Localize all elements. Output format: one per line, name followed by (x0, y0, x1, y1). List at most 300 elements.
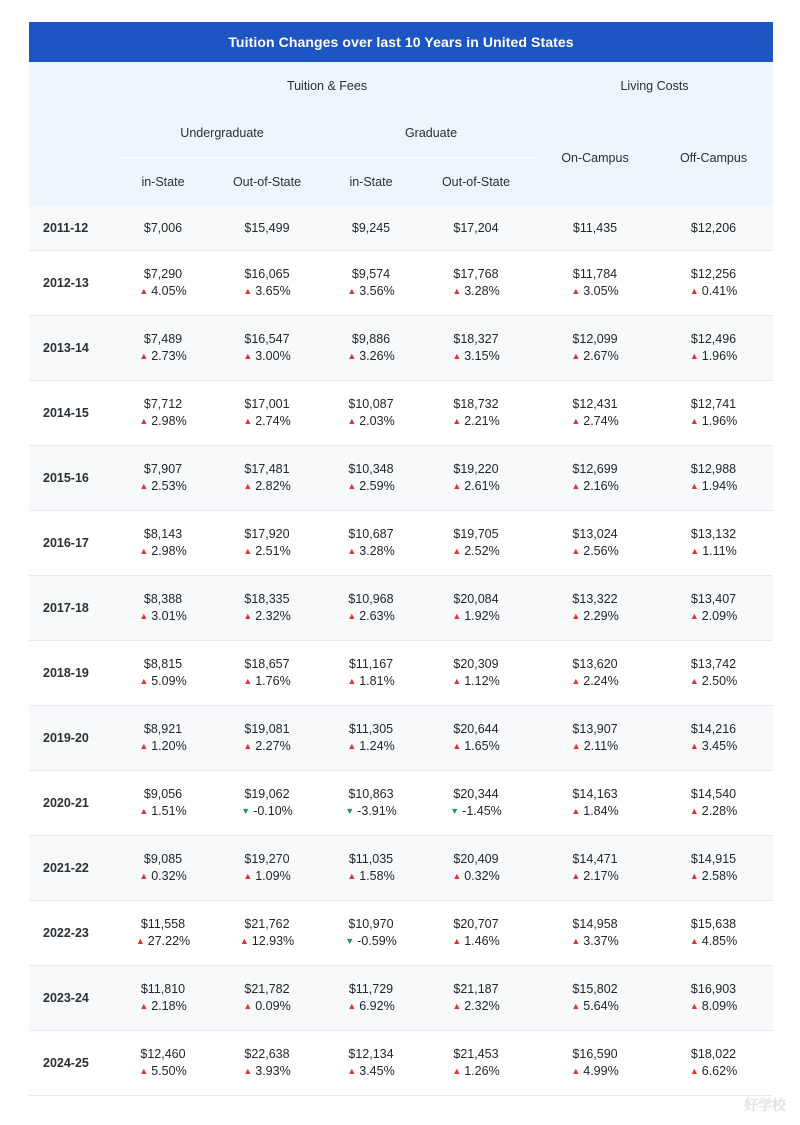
change-percent: 3.93% (255, 1063, 291, 1078)
change-percent: 3.05% (583, 283, 619, 298)
cell-change (208, 608, 326, 626)
table-cell (416, 381, 536, 446)
arrow-up-icon: ▲ (689, 1065, 699, 1076)
cell-value: $14,163 (572, 786, 618, 801)
arrow-up-icon: ▲ (139, 870, 149, 881)
arrow-up-icon: ▲ (139, 610, 149, 621)
arrow-up-icon: ▲ (571, 740, 581, 751)
change-percent: 1.81% (359, 673, 395, 688)
graduate-header: Graduate (326, 109, 536, 158)
row-year: 2021-22 (29, 836, 118, 901)
cell-value: $17,768 (453, 266, 499, 281)
arrow-up-icon: ▲ (139, 740, 149, 751)
table-cell (536, 446, 654, 511)
change-percent: 4.85% (701, 933, 738, 948)
arrow-up-icon: ▲ (139, 480, 149, 491)
cell-change (654, 933, 773, 951)
table-cell (416, 1031, 536, 1096)
change-percent: 6.62% (701, 1063, 738, 1078)
change-percent: 1.09% (255, 868, 291, 883)
cell-value: $10,970 (348, 916, 394, 931)
cell-change (536, 673, 654, 691)
cell-change (326, 543, 416, 561)
cell-change (416, 478, 536, 496)
table-cell (536, 316, 654, 381)
cell-change (654, 478, 773, 496)
change-percent: 1.84% (583, 803, 619, 818)
table-row (29, 251, 773, 316)
row-year: 2020-21 (29, 771, 118, 836)
change-percent: 2.32% (464, 998, 500, 1013)
arrow-up-icon: ▲ (689, 675, 699, 686)
table-cell (118, 511, 208, 576)
table-cell (208, 901, 326, 966)
table-cell (208, 511, 326, 576)
cell-value: $9,574 (351, 266, 391, 281)
year-header-blank (29, 62, 118, 206)
change-percent: 27.22% (147, 933, 191, 948)
table-cell (118, 966, 208, 1031)
cell-value: $12,496 (690, 331, 737, 346)
table-cell (208, 641, 326, 706)
cell-value: $7,712 (143, 396, 183, 411)
row-year: 2015-16 (29, 446, 118, 511)
cell-value: $13,322 (572, 591, 618, 606)
table-cell (326, 1031, 416, 1096)
arrow-up-icon: ▲ (452, 935, 462, 946)
table-cell (208, 706, 326, 771)
table-cell (326, 836, 416, 901)
cell-value: $13,620 (572, 656, 618, 671)
change-percent: -0.59% (357, 933, 397, 948)
cell-change (326, 1063, 416, 1081)
cell-value: $20,084 (453, 591, 499, 606)
cell-change (536, 413, 654, 431)
cell-change (416, 283, 536, 301)
table-cell (118, 901, 208, 966)
change-percent: 3.28% (464, 283, 500, 298)
change-percent: 2.21% (464, 413, 500, 428)
table-cell (654, 901, 773, 966)
cell-value: $8,143 (143, 526, 183, 541)
arrow-down-icon: ▼ (241, 805, 251, 816)
arrow-up-icon: ▲ (689, 870, 699, 881)
living-costs-header: Living Costs (536, 62, 773, 109)
cell-change (654, 738, 773, 756)
tuition-table-card (29, 22, 773, 1096)
row-year: 2014-15 (29, 381, 118, 446)
change-percent: 2.52% (464, 543, 500, 558)
change-percent: 2.03% (359, 413, 395, 428)
arrow-up-icon: ▲ (243, 480, 253, 491)
table-cell (416, 316, 536, 381)
table-cell (208, 446, 326, 511)
change-percent: 2.51% (255, 543, 291, 558)
arrow-up-icon: ▲ (139, 545, 149, 556)
cell-change (654, 868, 773, 886)
arrow-up-icon: ▲ (347, 545, 357, 556)
cell-change (208, 283, 326, 301)
table-row (29, 316, 773, 381)
cell-value: $14,216 (690, 721, 737, 736)
row-year: 2011-12 (29, 206, 118, 251)
cell-value: $11,784 (572, 266, 618, 281)
cell-value: $21,782 (244, 981, 290, 996)
on-campus-header: On-Campus (536, 109, 654, 206)
table-row (29, 576, 773, 641)
cell-change (654, 608, 773, 626)
cell-value: $12,431 (572, 396, 618, 411)
arrow-up-icon: ▲ (243, 350, 253, 361)
cell-change (118, 1063, 208, 1081)
change-percent: 1.76% (255, 673, 291, 688)
change-percent: 3.26% (359, 348, 395, 363)
arrow-up-icon: ▲ (452, 545, 462, 556)
change-percent: 0.32% (151, 868, 187, 883)
cell-change (326, 673, 416, 691)
cell-change (118, 413, 208, 431)
cell-value: $18,327 (453, 331, 499, 346)
arrow-up-icon: ▲ (689, 805, 699, 816)
cell-value: $21,453 (453, 1046, 499, 1061)
cell-value: $11,167 (348, 656, 394, 671)
arrow-down-icon: ▼ (450, 805, 460, 816)
cell-value: $11,305 (348, 721, 394, 736)
cell-change (536, 803, 654, 821)
arrow-up-icon: ▲ (239, 935, 249, 946)
cell-change (416, 1063, 536, 1081)
arrow-up-icon: ▲ (347, 610, 357, 621)
table-title: Tuition Changes over last 10 Years in United States (29, 22, 773, 62)
table-cell (654, 641, 773, 706)
cell-change (536, 478, 654, 496)
table-cell (536, 1031, 654, 1096)
cell-value: $10,968 (348, 591, 394, 606)
arrow-up-icon: ▲ (243, 675, 253, 686)
cell-change (208, 738, 326, 756)
change-percent: 0.32% (464, 868, 500, 883)
cell-change (208, 543, 326, 561)
table-cell (536, 641, 654, 706)
cell-change (536, 933, 654, 951)
change-percent: -0.10% (253, 803, 293, 818)
cell-change (118, 738, 208, 756)
cell-value: $11,558 (140, 916, 186, 931)
arrow-up-icon: ▲ (452, 415, 462, 426)
cell-value: $13,907 (572, 721, 618, 736)
change-percent: 2.09% (701, 608, 738, 623)
cell-value: $18,657 (244, 656, 290, 671)
cell-change (536, 543, 654, 561)
table-cell (416, 576, 536, 641)
cell-value: $10,348 (348, 461, 394, 476)
cell-value: $12,460 (140, 1046, 186, 1061)
cell-value: $20,309 (453, 656, 499, 671)
cell-change (536, 738, 654, 756)
cell-value: $16,903 (690, 981, 737, 996)
change-percent: 1.12% (464, 673, 500, 688)
change-percent: 2.59% (359, 478, 395, 493)
change-percent: 6.92% (359, 998, 395, 1013)
cell-value: $7,489 (143, 331, 183, 346)
cell-value: $12,206 (690, 220, 737, 235)
arrow-up-icon: ▲ (347, 870, 357, 881)
arrow-up-icon: ▲ (689, 1000, 699, 1011)
cell-value: $12,741 (690, 396, 737, 411)
arrow-up-icon: ▲ (571, 480, 581, 491)
table-cell (536, 706, 654, 771)
cell-value: $11,810 (140, 981, 186, 996)
change-percent: 2.82% (255, 478, 291, 493)
cell-change (208, 803, 326, 821)
cell-change (326, 738, 416, 756)
arrow-up-icon: ▲ (135, 935, 145, 946)
arrow-up-icon: ▲ (452, 610, 462, 621)
cell-value: $18,732 (453, 396, 499, 411)
cell-change (536, 608, 654, 626)
watermark-logo: 好学校 (744, 1097, 786, 1113)
change-percent: 2.28% (701, 803, 738, 818)
change-percent: 0.41% (701, 283, 738, 298)
cell-value: $19,705 (453, 526, 499, 541)
cell-change (118, 998, 208, 1016)
table-cell (536, 206, 654, 251)
table-cell (416, 901, 536, 966)
table-cell (416, 836, 536, 901)
cell-value: $9,085 (143, 851, 183, 866)
arrow-up-icon: ▲ (452, 350, 462, 361)
arrow-up-icon: ▲ (243, 740, 253, 751)
cell-change (118, 608, 208, 626)
table-header (29, 62, 773, 206)
arrow-up-icon: ▲ (452, 1000, 462, 1011)
cell-value: $17,001 (244, 396, 290, 411)
change-percent: 2.98% (151, 413, 187, 428)
arrow-up-icon: ▲ (347, 415, 357, 426)
table-row (29, 446, 773, 511)
change-percent: 2.16% (583, 478, 619, 493)
cell-change (654, 998, 773, 1016)
cell-change (416, 348, 536, 366)
cell-change (208, 1063, 326, 1081)
cell-value: $14,540 (690, 786, 737, 801)
cell-value: $13,742 (690, 656, 737, 671)
table-cell (326, 511, 416, 576)
cell-value: $15,802 (572, 981, 618, 996)
cell-value: $9,886 (351, 331, 391, 346)
arrow-up-icon: ▲ (452, 1065, 462, 1076)
arrow-up-icon: ▲ (347, 1065, 357, 1076)
change-percent: 4.05% (151, 283, 187, 298)
cell-value: $20,344 (453, 786, 499, 801)
cell-change (326, 413, 416, 431)
cell-change (118, 283, 208, 301)
arrow-up-icon: ▲ (689, 285, 699, 296)
cell-change (654, 413, 773, 431)
cell-value: $13,024 (572, 526, 618, 541)
cell-change (536, 348, 654, 366)
cell-change (654, 673, 773, 691)
arrow-up-icon: ▲ (139, 285, 149, 296)
change-percent: 2.74% (255, 413, 291, 428)
cell-value: $10,863 (348, 786, 394, 801)
table-cell (654, 966, 773, 1031)
arrow-up-icon: ▲ (689, 740, 699, 751)
table-row (29, 706, 773, 771)
cell-value: $16,065 (244, 266, 290, 281)
change-percent: -1.45% (462, 803, 502, 818)
change-percent: 2.24% (583, 673, 619, 688)
cell-value: $14,471 (572, 851, 618, 866)
table-cell (416, 706, 536, 771)
table-cell (416, 641, 536, 706)
cell-value: $8,388 (143, 591, 183, 606)
cell-change (208, 673, 326, 691)
cell-change (326, 283, 416, 301)
cell-change (536, 1063, 654, 1081)
table-cell (326, 576, 416, 641)
table-cell (118, 706, 208, 771)
arrow-up-icon: ▲ (243, 1000, 253, 1011)
cell-change (416, 738, 536, 756)
row-year: 2018-19 (29, 641, 118, 706)
change-percent: 3.45% (701, 738, 738, 753)
table-cell (654, 836, 773, 901)
cell-change (654, 1063, 773, 1081)
table-cell (208, 381, 326, 446)
cell-value: $12,988 (690, 461, 737, 476)
arrow-up-icon: ▲ (139, 1000, 149, 1011)
change-percent: 5.64% (583, 998, 619, 1013)
table-cell (326, 706, 416, 771)
change-percent: 3.15% (464, 348, 500, 363)
row-year: 2013-14 (29, 316, 118, 381)
change-percent: 5.50% (151, 1063, 187, 1078)
row-year: 2024-25 (29, 1031, 118, 1096)
cell-value: $13,132 (690, 526, 737, 541)
table-cell (654, 511, 773, 576)
table-cell (208, 1031, 326, 1096)
cell-change (654, 348, 773, 366)
table-cell (118, 771, 208, 836)
table-row (29, 836, 773, 901)
change-percent: 3.37% (583, 933, 619, 948)
table-cell (208, 316, 326, 381)
arrow-up-icon: ▲ (571, 935, 581, 946)
table-row (29, 511, 773, 576)
arrow-up-icon: ▲ (571, 805, 581, 816)
table-row (29, 206, 773, 251)
cell-value: $11,035 (348, 851, 394, 866)
table-cell (654, 446, 773, 511)
cell-value: $20,409 (453, 851, 499, 866)
table-cell (326, 381, 416, 446)
row-year: 2023-24 (29, 966, 118, 1031)
table-cell (536, 771, 654, 836)
table-cell (416, 206, 536, 251)
change-percent: 3.45% (359, 1063, 395, 1078)
arrow-up-icon: ▲ (571, 350, 581, 361)
cell-change (118, 868, 208, 886)
cell-value: $8,921 (143, 721, 183, 736)
change-percent: 1.51% (151, 803, 187, 818)
cell-value: $19,062 (244, 786, 290, 801)
change-percent: 2.53% (151, 478, 187, 493)
change-percent: 0.09% (255, 998, 291, 1013)
undergrad-out-of-state-header: Out-of-State (208, 158, 326, 207)
cell-change (654, 283, 773, 301)
cell-value: $7,907 (143, 461, 183, 476)
change-percent: 2.67% (583, 348, 619, 363)
cell-value: $17,204 (453, 220, 499, 235)
change-percent: 2.50% (701, 673, 738, 688)
arrow-up-icon: ▲ (243, 545, 253, 556)
cell-value: $22,638 (244, 1046, 290, 1061)
arrow-up-icon: ▲ (347, 350, 357, 361)
table-cell (326, 901, 416, 966)
cell-change (326, 933, 416, 951)
table-row (29, 771, 773, 836)
cell-value: $10,087 (348, 396, 394, 411)
cell-value: $12,256 (690, 266, 737, 281)
change-percent: 3.00% (255, 348, 291, 363)
undergraduate-header: Undergraduate (118, 109, 326, 158)
table-cell (118, 381, 208, 446)
undergrad-in-state-header: in-State (118, 158, 208, 207)
arrow-up-icon: ▲ (243, 285, 253, 296)
cell-value: $11,435 (572, 220, 618, 235)
arrow-up-icon: ▲ (452, 870, 462, 881)
cell-value: $21,187 (453, 981, 499, 996)
arrow-up-icon: ▲ (571, 610, 581, 621)
table-cell (118, 576, 208, 641)
cell-value: $19,081 (244, 721, 290, 736)
arrow-up-icon: ▲ (452, 285, 462, 296)
arrow-up-icon: ▲ (571, 285, 581, 296)
cell-change (326, 998, 416, 1016)
cell-value: $19,220 (453, 461, 499, 476)
cell-change (208, 933, 326, 951)
cell-value: $9,056 (143, 786, 183, 801)
arrow-up-icon: ▲ (347, 480, 357, 491)
change-percent: 2.61% (464, 478, 500, 493)
cell-value: $9,245 (351, 220, 391, 235)
row-year: 2012-13 (29, 251, 118, 316)
cell-change (208, 413, 326, 431)
change-percent: 2.27% (255, 738, 291, 753)
cell-value: $20,644 (453, 721, 499, 736)
table-cell (118, 316, 208, 381)
cell-change (416, 543, 536, 561)
arrow-up-icon: ▲ (139, 675, 149, 686)
table-row (29, 641, 773, 706)
cell-change (416, 608, 536, 626)
cell-change (416, 998, 536, 1016)
cell-change (118, 803, 208, 821)
cell-change (416, 868, 536, 886)
off-campus-header: Off-Campus (654, 109, 773, 206)
change-percent: 1.46% (464, 933, 500, 948)
table-cell (416, 966, 536, 1031)
table-cell (208, 206, 326, 251)
cell-change (208, 868, 326, 886)
cell-change (118, 673, 208, 691)
arrow-up-icon: ▲ (571, 545, 581, 556)
arrow-up-icon: ▲ (243, 870, 253, 881)
grad-in-state-header: in-State (326, 158, 416, 207)
arrow-up-icon: ▲ (139, 415, 149, 426)
arrow-up-icon: ▲ (690, 545, 700, 556)
